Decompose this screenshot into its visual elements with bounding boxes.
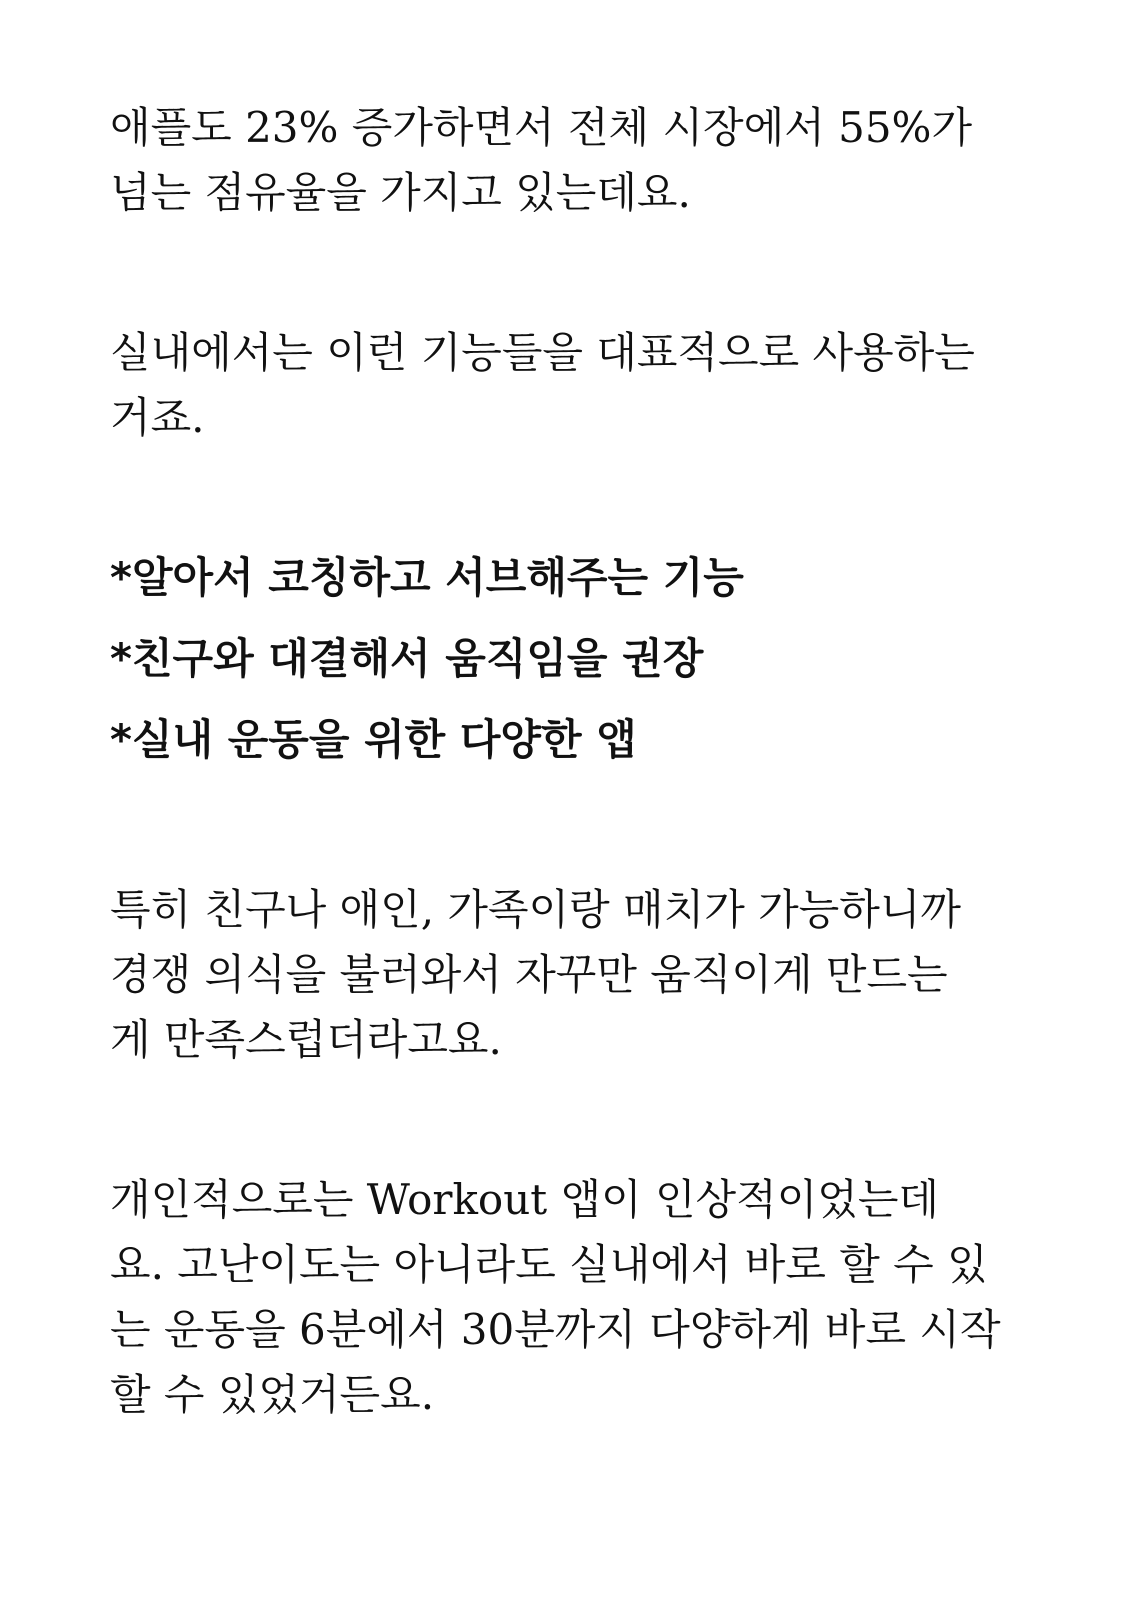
feature-bullet-list [110, 537, 1030, 780]
paragraph-indoor-features [110, 320, 1030, 450]
bullet-item: *실내 운동을 위한 다양한 앱 [110, 715, 637, 764]
text-line: 거죠. [110, 393, 205, 442]
text-line: 는 운동을 6분에서 30분까지 다양하게 바로 시작 [110, 1305, 1001, 1354]
text-line: 넘는 점유율을 가지고 있는데요. [110, 168, 691, 217]
bullet-item: *알아서 코칭하고 서브해주는 기능 [110, 553, 744, 602]
text-line: 경쟁 의식을 불러와서 자꾸만 움직이게 만드는 [110, 950, 948, 999]
paragraph-workout-app [110, 1167, 1030, 1427]
text-line: 애플도 23% 증가하면서 전체 시장에서 55%가 [110, 103, 973, 152]
text-line: 개인적으로는 Workout 앱이 인상적이었는데 [110, 1175, 939, 1224]
text-line: 게 만족스럽더라고요. [110, 1015, 502, 1064]
paragraph-friend-match [110, 877, 1030, 1072]
text-line: 요. 고난이도는 아니라도 실내에서 바로 할 수 있 [110, 1240, 988, 1289]
text-line: 특히 친구나 애인, 가족이랑 매치가 가능하니까 [110, 885, 961, 934]
bullet-item: *친구와 대결해서 움직임을 권장 [110, 634, 704, 683]
paragraph-market-share [110, 95, 1030, 225]
text-line: 실내에서는 이런 기능들을 대표적으로 사용하는 [110, 328, 975, 377]
text-line: 할 수 있었거든요. [110, 1370, 435, 1419]
